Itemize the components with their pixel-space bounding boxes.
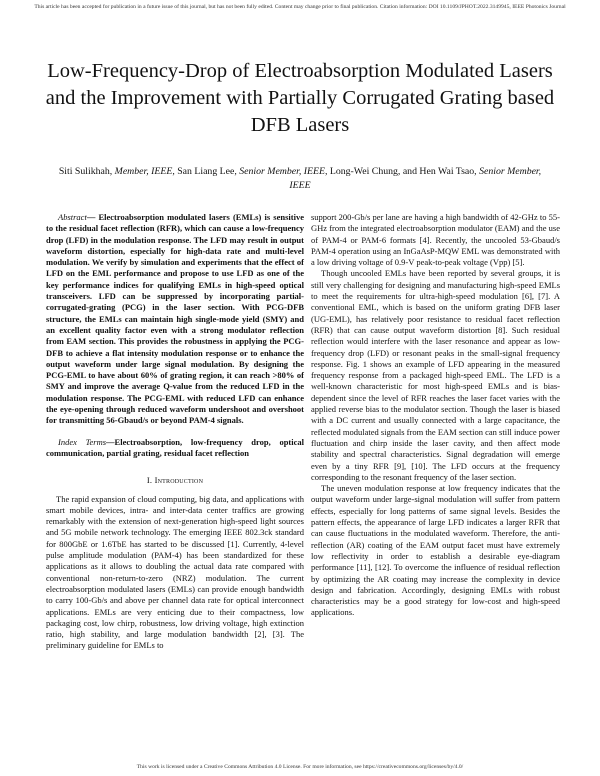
author-2-name: , San Liang Lee,: [172, 166, 240, 177]
left-column: [46, 212, 304, 652]
author-3-name: , Long-Wei Chung, and Hen Wai Tsao,: [324, 166, 480, 177]
author-1-name: Siti Sulikhah,: [58, 166, 115, 177]
index-terms-text: —Electroabsorption, low-frequency drop, optical communication, partial grating, residual facet reflection: [46, 436, 304, 458]
section-heading: [46, 475, 304, 486]
left-paragraph: The rapid expansion of cloud computing, big data, and applications with smart mobile devices, intra- and inter-data center traffics are growing remarkably with the extension of next-generation high-speed light sources and 5G mobile network technology. The emerging IEEE 802.3ck standard for 800GbE or 1.6TbE has started to be discussed [1]. Currently, 4-level pulse amplitude modulation (PAM-4) has been standardized for these applications as it allows to doubling the actual data rate compared with conventional non-return-to-zero (NRZ) modulation. The current electroabsorption modulated lasers (EMLs) can provide enough bandwidth to carry 100-Gb/s and above per channel data rate for optical interconnect applications. EMLs are very enticing due to their compactness, low packaging cost, low chirp, robustness, low driving voltage, high extinction ratio, high stability, and large modulation bandwidth [2], [3]. The preliminary guideline for EMLs to: [46, 493, 304, 651]
right-paragraph: The uneven modulation response at low frequency indicates that the output waveform under large-signal modulation will suffer from pattern effects, especially for long patterns of same signal levels. Besides the pattern effects, the appearance of large LFD indicates a larger RFR that can cause fluctuations in the modulated waveform. Therefore, the anti-reflection (AR) coating of the EAM output facet must have extremely low reflectivity in order to establish a desirable eye-diagram performance [11], [12]. To overcome the influence of residual reflection by optimizing the AR coating may increase the complexity in device design and fabrication. Accordingly, designing EMLs with robust characteristics may be a good strategy for low-cost and high-speed applications.: [311, 483, 560, 618]
right-paragraph: support 200-Gb/s per lane are having a high bandwidth of 42-GHz to 55-GHz from the integrated electroabsorption modulator (EAM) and the use of PAM-4 or PAM-6 formats [4]. Recently, the uncooled 53-Gbaud/s PAM-4 operation using an InGaAsP-MQW EML was demonstrated with a low driving voltage of 0.9-V peak-to-peak voltage (Vpp) [5].: [311, 212, 560, 268]
abstract-text: — Electroabsorption modulated lasers (EMLs) is sensitive to the residual facet reflection (RFR), which can cause a low-frequency drop (LFD) in the modulation response. The LFD may result in output waveform distortion, especially for high-data rate and multi-level modulation. We verify by simulation and experiments that the effect of LFD on the EML performance and propose to use LFD as one of the key performance indices for qualifying EMLs in high-speed optical transceivers. LFD can be suppressed by incorporating partial-corrugated-grating (PCG) in the laser section. With PCG-DFB structure, the EMLs can maintain high single-mode yield (SMY) and an excellent quality factor even with a strong modulator reflection from EAM section. This provides the robustness in applying the PCG-DFB to achieve a flat intensity modulation response or to enhance the output waveform under large signal modulation. By designing the PCG-EML to have about 60% of grating region, it can reach >80% of SMY and improve the average Q-value from the reduced LFD in the modulation response. The PCG-EML with reduced LFD can enhance the eye-opening through reduced waveform undershoot and overshoot for transmitting 56-Gbaud/s or beyond PAM-4 signals.: [46, 212, 304, 426]
license-footer: This work is licensed under a Creative Commons Attribution 4.0 License. For more information, see https://creativecommons.org/licenses/by/4.0/: [136, 764, 464, 770]
author-list: [50, 165, 550, 193]
index-terms-lead: Index Terms: [58, 436, 107, 447]
journal-notice: This article has been accepted for publication in a future issue of this journal, but has not been fully edited. Content may change prior to final publication. Citation information: DOI 10.1109/JPHOT.2022.3149945, IEEE Photonics Journal: [34, 4, 566, 10]
right-column: [311, 212, 560, 619]
abstract-lead: Abstract: [58, 212, 87, 222]
section-number: I.: [146, 475, 155, 486]
section-title: Introduction: [154, 475, 204, 486]
index-terms: [46, 437, 304, 460]
author-3-role: Senior Member, IEEE: [289, 166, 542, 191]
abstract: [46, 212, 304, 427]
right-paragraph: Though uncooled EMLs have been reported by several groups, it is still very challenging for designing and manufacturing high-speed EMLs to meet the requirements for ultra-high-speed modulation [6], [7]. A conventional EML, which is based on the uniform grating DFB laser (UG-EML), has relatively poor resistance to residual facet reflection (RFR) that can cause output waveform distortion [8]. Such residual reflection would interfere with the laser resonance and appear as low-frequency drop (LFD) or resonant peaks in the small-signal frequency response. Fig. 1 shows an example of LFD appearing in the measured frequency response from a packaged high-speed EML. The LFD is a well-known characteristic for most high-speed EMLs and is bias-dependent since the level of RFR reaches the laser facet varies with the applied reverse bias to the modulator section. Though the laser is biased with a DC current and usually connected with a large capacitance, the reflected modulated signals from the EAM section can still induce power fluctuation and chirp inside the laser cavity, and then affect mode stability and spectral characteristics. Signal degradation will emerge even by a tiny RFR [9], [10]. The LFD occurs at the frequency corresponding to the resonant frequency of the laser section.: [311, 268, 560, 482]
author-1-role: Member, IEEE: [114, 166, 173, 177]
paper-title: Low-Frequency-Drop of Electroabsorption Modulated Lasers and the Improvement with Partially Corrugated Grating based DFB Lasers: [45, 60, 555, 136]
author-2-role: Senior Member, IEEE: [239, 166, 325, 177]
